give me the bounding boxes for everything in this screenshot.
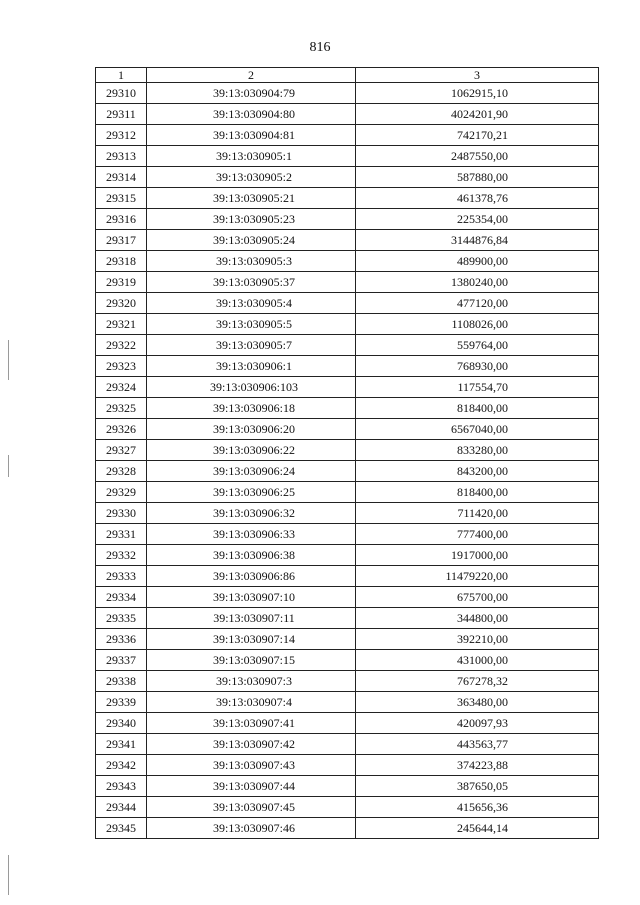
cadastral-value-cell: 1062915,10 bbox=[356, 83, 599, 104]
table-row bbox=[96, 356, 599, 377]
table-row bbox=[96, 734, 599, 755]
cadastral-value-cell: 443563,77 bbox=[356, 734, 599, 755]
row-number-cell: 29342 bbox=[96, 755, 147, 776]
cadastral-value-cell: 742170,21 bbox=[356, 125, 599, 146]
cadastral-number-cell: 39:13:030906:18 bbox=[147, 398, 356, 419]
table-row bbox=[96, 587, 599, 608]
table-row bbox=[96, 209, 599, 230]
column-header-1: 1 bbox=[96, 68, 147, 83]
row-number-cell: 29341 bbox=[96, 734, 147, 755]
row-number-cell: 29318 bbox=[96, 251, 147, 272]
cadastral-value-cell: 6567040,00 bbox=[356, 419, 599, 440]
row-number-cell: 29319 bbox=[96, 272, 147, 293]
cadastral-number-cell: 39:13:030904:80 bbox=[147, 104, 356, 125]
cadastral-number-cell: 39:13:030905:5 bbox=[147, 314, 356, 335]
row-number-cell: 29345 bbox=[96, 818, 147, 839]
cadastral-number-cell: 39:13:030906:38 bbox=[147, 545, 356, 566]
cadastral-value-cell: 768930,00 bbox=[356, 356, 599, 377]
cadastral-value-cell: 374223,88 bbox=[356, 755, 599, 776]
row-number-cell: 29334 bbox=[96, 587, 147, 608]
cadastral-number-cell: 39:13:030906:24 bbox=[147, 461, 356, 482]
cadastral-value-cell: 477120,00 bbox=[356, 293, 599, 314]
cadastral-number-cell: 39:13:030905:4 bbox=[147, 293, 356, 314]
cadastral-value-cell: 489900,00 bbox=[356, 251, 599, 272]
row-number-cell: 29329 bbox=[96, 482, 147, 503]
row-number-cell: 29335 bbox=[96, 608, 147, 629]
table-row bbox=[96, 524, 599, 545]
cadastral-number-cell: 39:13:030907:43 bbox=[147, 755, 356, 776]
cadastral-value-cell: 675700,00 bbox=[356, 587, 599, 608]
row-number-cell: 29316 bbox=[96, 209, 147, 230]
table-row bbox=[96, 188, 599, 209]
row-number-cell: 29326 bbox=[96, 419, 147, 440]
table-row bbox=[96, 482, 599, 503]
cadastral-value-cell: 3144876,84 bbox=[356, 230, 599, 251]
row-number-cell: 29328 bbox=[96, 461, 147, 482]
row-number-cell: 29336 bbox=[96, 629, 147, 650]
table-row bbox=[96, 83, 599, 104]
row-number-cell: 29337 bbox=[96, 650, 147, 671]
cadastral-value-cell: 4024201,90 bbox=[356, 104, 599, 125]
page-number: 816 bbox=[309, 40, 331, 55]
table-row bbox=[96, 104, 599, 125]
cadastral-number-cell: 39:13:030904:81 bbox=[147, 125, 356, 146]
cadastral-value-cell: 2487550,00 bbox=[356, 146, 599, 167]
cadastral-number-cell: 39:13:030905:37 bbox=[147, 272, 356, 293]
table-row bbox=[96, 650, 599, 671]
table-row bbox=[96, 272, 599, 293]
cadastral-value-cell: 1108026,00 bbox=[356, 314, 599, 335]
table-row bbox=[96, 125, 599, 146]
cadastral-value-cell: 117554,70 bbox=[356, 377, 599, 398]
row-number-cell: 29313 bbox=[96, 146, 147, 167]
table-row bbox=[96, 776, 599, 797]
cadastral-value-cell: 344800,00 bbox=[356, 608, 599, 629]
table-row bbox=[96, 692, 599, 713]
table-row bbox=[96, 377, 599, 398]
cadastral-number-cell: 39:13:030907:3 bbox=[147, 671, 356, 692]
cadastral-number-cell: 39:13:030906:86 bbox=[147, 566, 356, 587]
row-number-cell: 29338 bbox=[96, 671, 147, 692]
row-number-cell: 29325 bbox=[96, 398, 147, 419]
row-number-cell: 29315 bbox=[96, 188, 147, 209]
cadastral-number-cell: 39:13:030906:103 bbox=[147, 377, 356, 398]
row-number-cell: 29340 bbox=[96, 713, 147, 734]
cadastral-number-cell: 39:13:030906:33 bbox=[147, 524, 356, 545]
cadastral-number-cell: 39:13:030907:41 bbox=[147, 713, 356, 734]
scan-artifact bbox=[8, 855, 9, 895]
cadastral-value-cell: 363480,00 bbox=[356, 692, 599, 713]
row-number-cell: 29343 bbox=[96, 776, 147, 797]
cadastral-number-cell: 39:13:030905:3 bbox=[147, 251, 356, 272]
cadastral-number-cell: 39:13:030905:23 bbox=[147, 209, 356, 230]
cadastral-number-cell: 39:13:030906:1 bbox=[147, 356, 356, 377]
row-number-cell: 29311 bbox=[96, 104, 147, 125]
cadastral-number-cell: 39:13:030906:32 bbox=[147, 503, 356, 524]
table-row bbox=[96, 419, 599, 440]
cadastral-value-cell: 245644,14 bbox=[356, 818, 599, 839]
cadastral-number-cell: 39:13:030907:11 bbox=[147, 608, 356, 629]
table-body bbox=[96, 83, 599, 839]
cadastral-value-cell: 818400,00 bbox=[356, 398, 599, 419]
cadastral-value-cell: 420097,93 bbox=[356, 713, 599, 734]
cadastral-value-cell: 833280,00 bbox=[356, 440, 599, 461]
cadastral-value-cell: 1917000,00 bbox=[356, 545, 599, 566]
column-header-2: 2 bbox=[147, 68, 356, 83]
table-row bbox=[96, 251, 599, 272]
cadastral-number-cell: 39:13:030906:20 bbox=[147, 419, 356, 440]
cadastral-number-cell: 39:13:030905:7 bbox=[147, 335, 356, 356]
cadastral-number-cell: 39:13:030907:42 bbox=[147, 734, 356, 755]
cadastral-number-cell: 39:13:030905:1 bbox=[147, 146, 356, 167]
cadastral-value-cell: 387650,05 bbox=[356, 776, 599, 797]
cadastral-value-cell: 711420,00 bbox=[356, 503, 599, 524]
row-number-cell: 29324 bbox=[96, 377, 147, 398]
table-row bbox=[96, 671, 599, 692]
cadastral-value-cell: 392210,00 bbox=[356, 629, 599, 650]
cadastral-number-cell: 39:13:030907:4 bbox=[147, 692, 356, 713]
cadastral-value-cell: 431000,00 bbox=[356, 650, 599, 671]
cadastral-value-cell: 1380240,00 bbox=[356, 272, 599, 293]
table-row bbox=[96, 755, 599, 776]
row-number-cell: 29333 bbox=[96, 566, 147, 587]
cadastral-number-cell: 39:13:030904:79 bbox=[147, 83, 356, 104]
table-row bbox=[96, 545, 599, 566]
cadastral-number-cell: 39:13:030907:46 bbox=[147, 818, 356, 839]
cadastral-number-cell: 39:13:030907:14 bbox=[147, 629, 356, 650]
table-row bbox=[96, 503, 599, 524]
table-row bbox=[96, 461, 599, 482]
cadastral-number-cell: 39:13:030907:15 bbox=[147, 650, 356, 671]
table-header-row bbox=[96, 68, 599, 83]
row-number-cell: 29314 bbox=[96, 167, 147, 188]
cadastral-value-cell: 767278,32 bbox=[356, 671, 599, 692]
row-number-cell: 29332 bbox=[96, 545, 147, 566]
table-row bbox=[96, 398, 599, 419]
cadastral-value-cell: 843200,00 bbox=[356, 461, 599, 482]
table-row bbox=[96, 797, 599, 818]
cadastral-value-cell: 11479220,00 bbox=[356, 566, 599, 587]
cadastral-value-cell: 461378,76 bbox=[356, 188, 599, 209]
cadastral-number-cell: 39:13:030907:10 bbox=[147, 587, 356, 608]
table-row bbox=[96, 440, 599, 461]
row-number-cell: 29320 bbox=[96, 293, 147, 314]
table-row bbox=[96, 335, 599, 356]
row-number-cell: 29323 bbox=[96, 356, 147, 377]
table-row bbox=[96, 146, 599, 167]
row-number-cell: 29322 bbox=[96, 335, 147, 356]
row-number-cell: 29331 bbox=[96, 524, 147, 545]
table-row bbox=[96, 608, 599, 629]
scan-artifact bbox=[8, 455, 9, 477]
cadastral-number-cell: 39:13:030905:2 bbox=[147, 167, 356, 188]
row-number-cell: 29344 bbox=[96, 797, 147, 818]
row-number-cell: 29312 bbox=[96, 125, 147, 146]
row-number-cell: 29339 bbox=[96, 692, 147, 713]
cadastral-number-cell: 39:13:030906:25 bbox=[147, 482, 356, 503]
cadastral-number-cell: 39:13:030907:45 bbox=[147, 797, 356, 818]
cadastral-number-cell: 39:13:030905:21 bbox=[147, 188, 356, 209]
cadastral-value-cell: 818400,00 bbox=[356, 482, 599, 503]
table-row bbox=[96, 314, 599, 335]
row-number-cell: 29310 bbox=[96, 83, 147, 104]
cadastral-value-cell: 587880,00 bbox=[356, 167, 599, 188]
table-row bbox=[96, 230, 599, 251]
table-row bbox=[96, 293, 599, 314]
cadastral-number-cell: 39:13:030906:22 bbox=[147, 440, 356, 461]
cadastral-value-cell: 225354,00 bbox=[356, 209, 599, 230]
cadastral-number-cell: 39:13:030905:24 bbox=[147, 230, 356, 251]
row-number-cell: 29330 bbox=[96, 503, 147, 524]
cadastral-value-cell: 415656,36 bbox=[356, 797, 599, 818]
cadastral-value-cell: 559764,00 bbox=[356, 335, 599, 356]
table-row bbox=[96, 713, 599, 734]
table-row bbox=[96, 818, 599, 839]
row-number-cell: 29321 bbox=[96, 314, 147, 335]
table-row bbox=[96, 167, 599, 188]
row-number-cell: 29327 bbox=[96, 440, 147, 461]
cadastral-number-cell: 39:13:030907:44 bbox=[147, 776, 356, 797]
scan-artifact bbox=[8, 340, 9, 380]
row-number-cell: 29317 bbox=[96, 230, 147, 251]
column-header-3: 3 bbox=[356, 68, 599, 83]
cadastral-value-cell: 777400,00 bbox=[356, 524, 599, 545]
table-row bbox=[96, 566, 599, 587]
table-row bbox=[96, 629, 599, 650]
cadastral-value-table bbox=[95, 67, 599, 839]
